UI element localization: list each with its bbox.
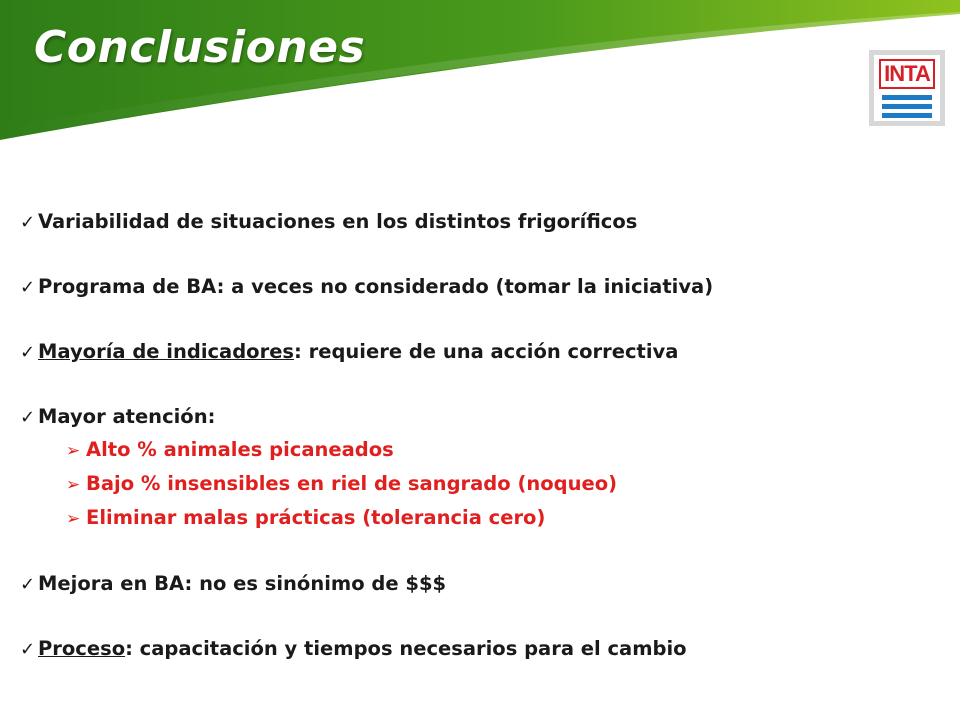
sub-bullet-text: Bajo % insensibles en riel de sangrado (noqueo) (86, 472, 618, 495)
logo-stripe (882, 95, 932, 100)
logo-stripe (882, 104, 932, 109)
sub-bullet-item (20, 433, 940, 467)
arrow-bullet-icon: ➢ (66, 441, 81, 461)
inta-logo (869, 50, 945, 126)
bullet-text-underlined: Mayoría de indicadores (38, 340, 295, 363)
logo-stripe (882, 113, 932, 118)
bullet-text: : capacitación y tiempos necesarios para el cambio (125, 637, 687, 660)
bullet-item (20, 401, 940, 433)
bullet-list (20, 206, 940, 665)
bullet-text: Mayor atención: (38, 405, 216, 428)
bullet-item (20, 206, 940, 238)
bullet-text: Programa de BA: a veces no considerado (tomar la iniciativa) (38, 275, 714, 298)
bullet-item (20, 336, 940, 368)
bullet-text: Mejora en BA: no es sinónimo de $$$ (38, 572, 447, 595)
bullet-item (20, 271, 940, 303)
sub-bullet-item (20, 467, 940, 501)
bullet-text-underlined: Proceso (38, 637, 126, 660)
sub-bullet-item (20, 501, 940, 535)
checkmark-icon: ✓ (20, 342, 36, 363)
bullet-item (20, 633, 940, 665)
checkmark-icon: ✓ (20, 212, 36, 233)
bullet-text: Variabilidad de situaciones en los distintos frigoríficos (38, 210, 638, 233)
checkmark-icon: ✓ (20, 639, 36, 660)
arrow-bullet-icon: ➢ (66, 509, 81, 529)
sub-bullet-text: Alto % animales picaneados (86, 438, 394, 461)
slide-title: Conclusiones (34, 22, 366, 73)
sub-bullet-text: Eliminar malas prácticas (tolerancia cero) (86, 506, 546, 529)
bullet-item (20, 568, 940, 600)
arrow-bullet-icon: ➢ (66, 475, 81, 495)
checkmark-icon: ✓ (20, 277, 36, 298)
checkmark-icon: ✓ (20, 407, 36, 428)
bullet-text: : requiere de una acción correctiva (294, 340, 679, 363)
logo-text: INTA (879, 59, 935, 89)
checkmark-icon: ✓ (20, 574, 36, 595)
